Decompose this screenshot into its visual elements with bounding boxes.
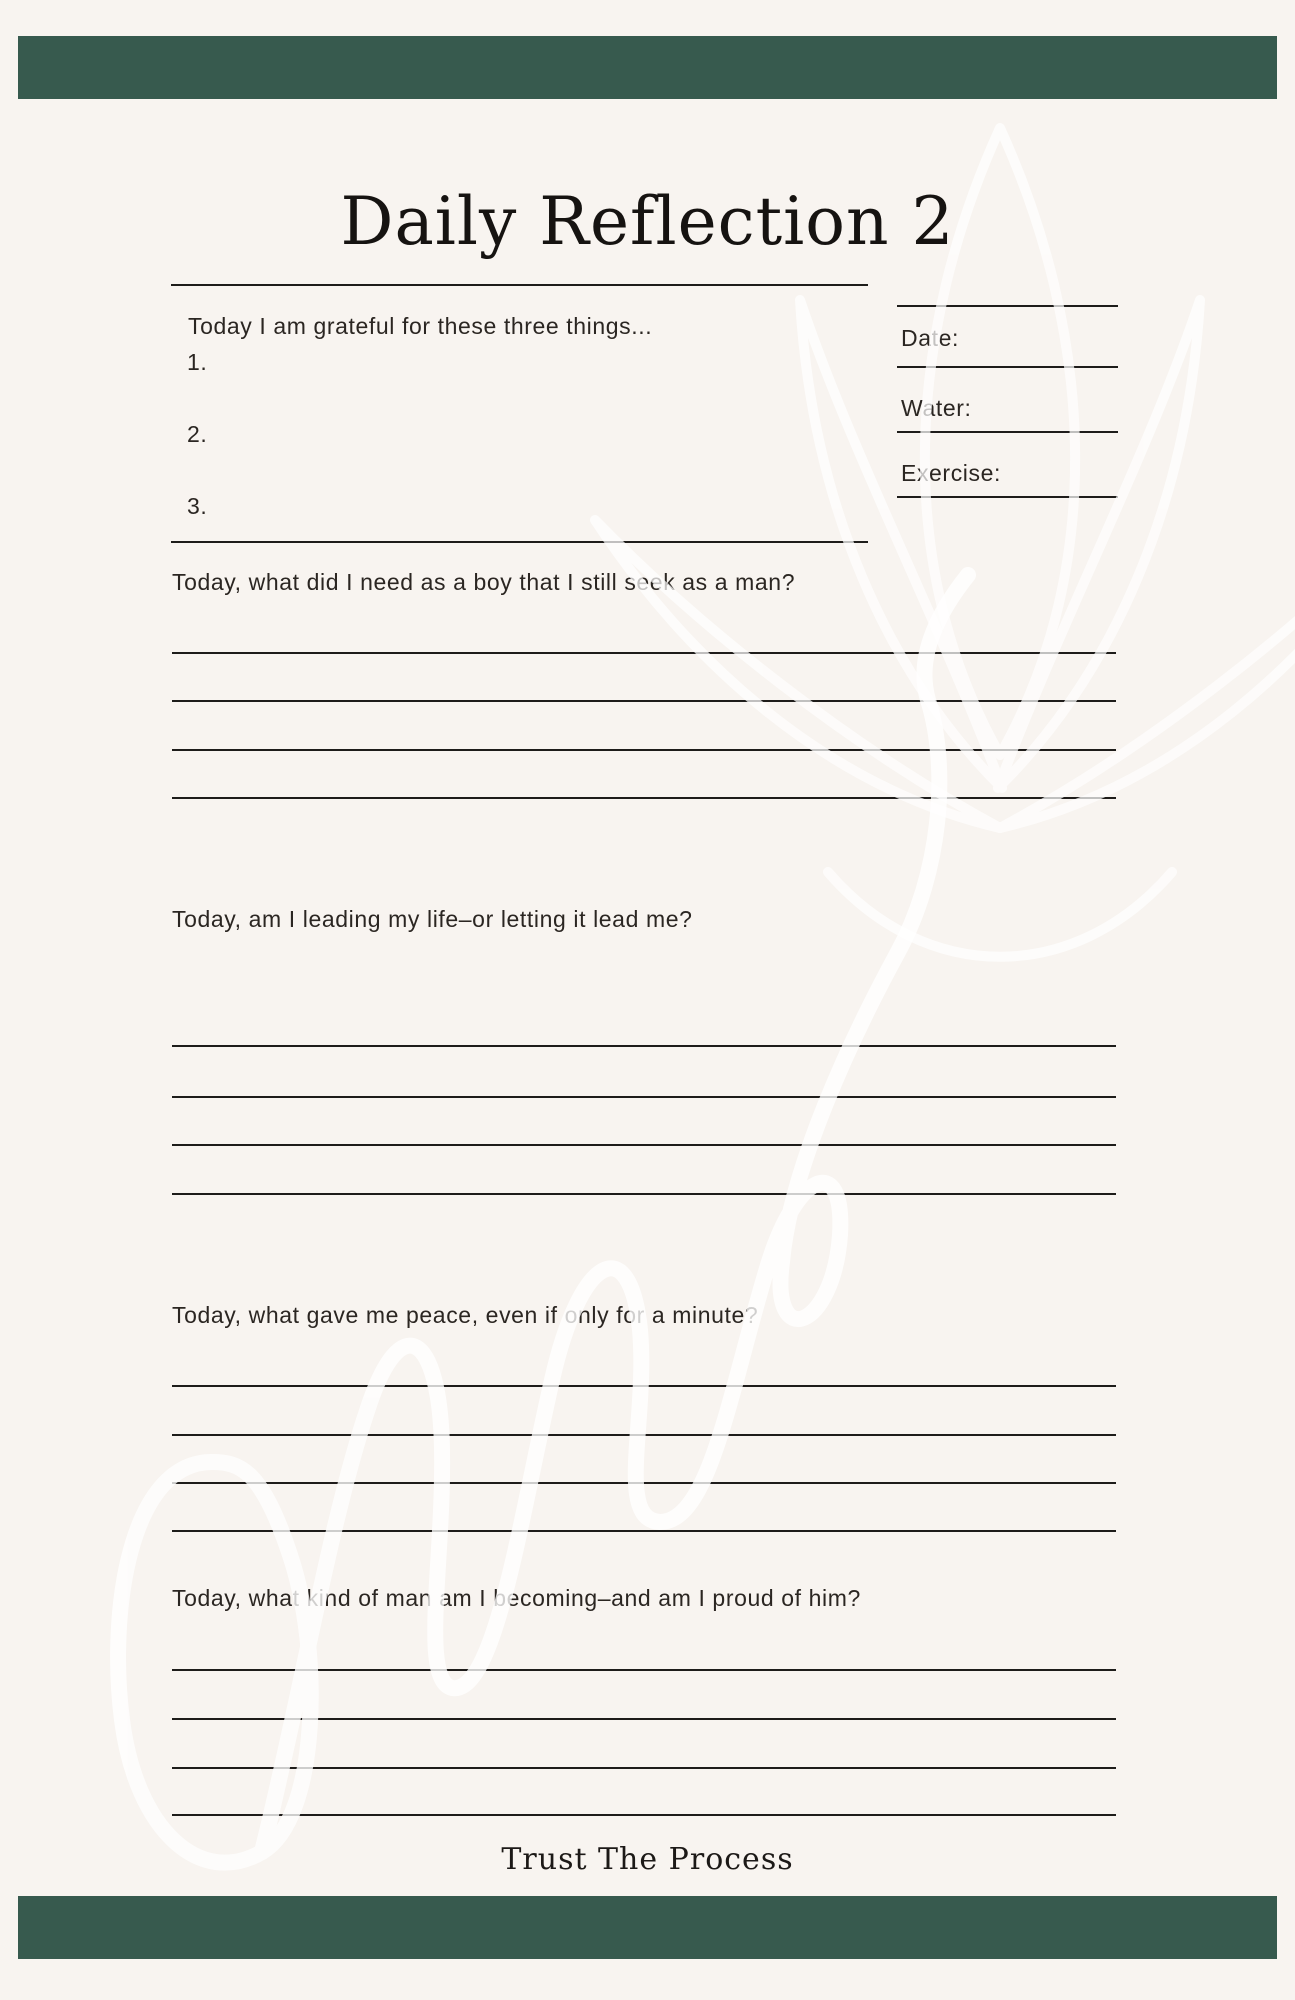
gratitude-item-3: 3.: [187, 493, 208, 519]
tracker-label-water: Water:: [901, 395, 972, 421]
writing-line: [172, 1193, 1116, 1195]
footer-quote: Trust The Process: [501, 1842, 794, 1877]
tracker-water-line: [897, 431, 1118, 433]
writing-line: [172, 652, 1116, 654]
tracker-label-date: Date:: [901, 325, 959, 351]
writing-line: [172, 1096, 1116, 1098]
writing-line: [172, 1045, 1116, 1047]
question-text: Today, am I leading my life–or letting it lead me?: [172, 906, 693, 932]
gratitude-item-1: 1.: [187, 349, 208, 375]
gratitude-item-2: 2.: [187, 421, 208, 447]
writing-line: [172, 1767, 1116, 1769]
writing-line: [172, 1530, 1116, 1532]
title-underline: [171, 284, 868, 286]
question-text: Today, what did I need as a boy that I still seek as a man?: [172, 569, 796, 595]
writing-line: [172, 749, 1116, 751]
writing-line: [172, 1482, 1116, 1484]
writing-line: [172, 1718, 1116, 1720]
writing-line: [172, 700, 1116, 702]
gratitude-underline: [171, 541, 868, 543]
question-text: Today, what kind of man am I becoming–and am I proud of him?: [172, 1585, 861, 1611]
writing-line: [172, 1385, 1116, 1387]
question-text: Today, what gave me peace, even if only for a minute?: [172, 1302, 759, 1328]
writing-line: [172, 1434, 1116, 1436]
writing-line: [172, 1669, 1116, 1671]
tracker-exercise-line: [897, 496, 1118, 498]
tracker-top-line: [897, 305, 1118, 307]
bottom-banner: [18, 1896, 1277, 1959]
writing-line: [172, 1814, 1116, 1816]
top-banner: [18, 36, 1277, 99]
tracker-label-exercise: Exercise:: [901, 460, 1001, 486]
writing-line: [172, 1144, 1116, 1146]
gratitude-prompt: Today I am grateful for these three things...: [188, 313, 653, 339]
page-title: Daily Reflection 2: [340, 183, 955, 260]
tracker-date-line: [897, 366, 1118, 368]
writing-line: [172, 797, 1116, 799]
